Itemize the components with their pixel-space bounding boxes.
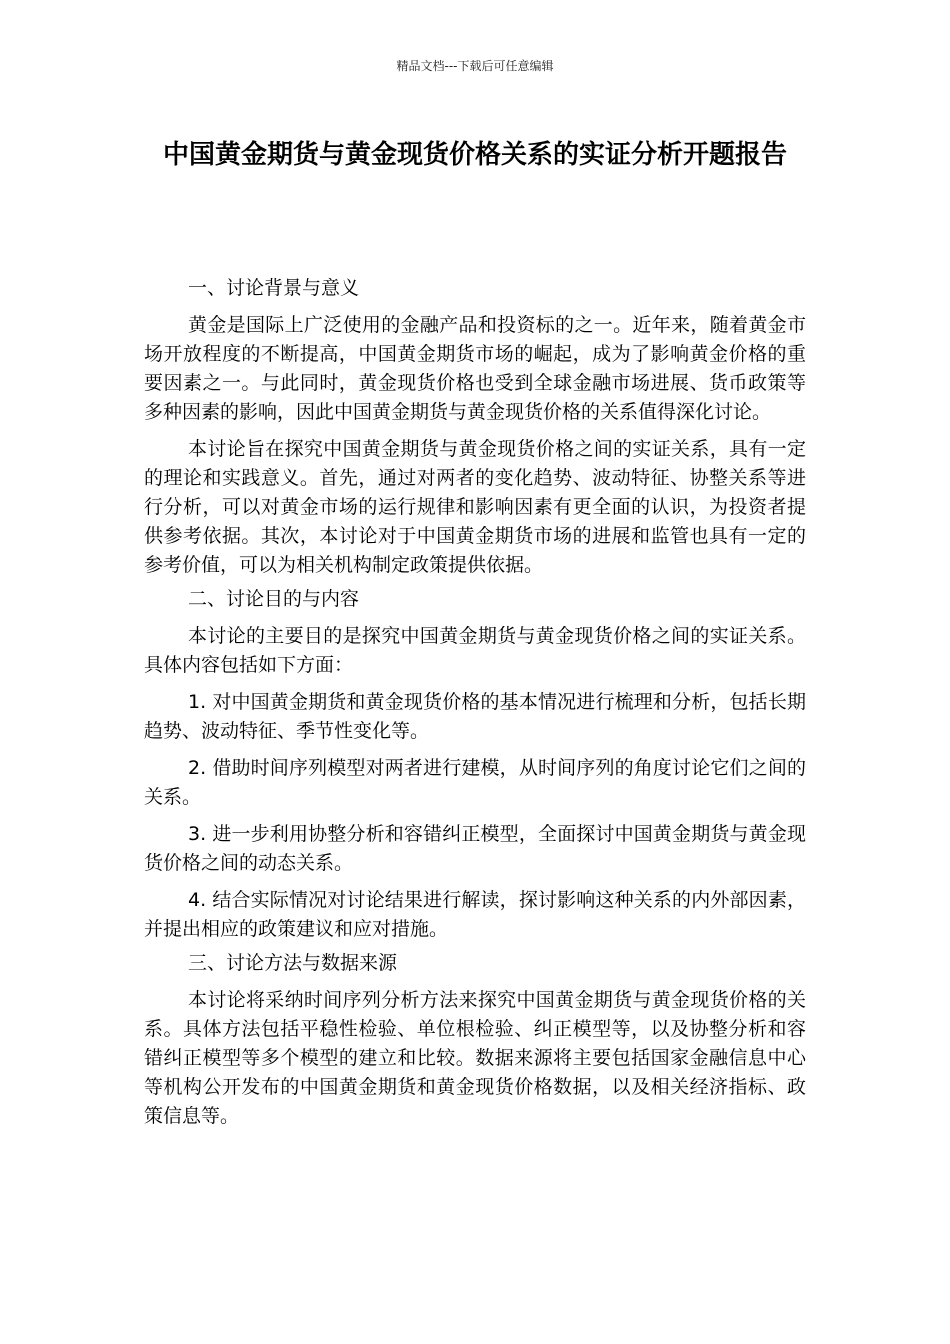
section-2-item-4: 4. 结合实际情况对讨论结果进行解读，探讨影响这种关系的内外部因素，并提出相应的政策建议和应对措施。 bbox=[144, 889, 806, 940]
section-3-paragraph: 本讨论将采纳时间序列分析方法来探究中国黄金期货与黄金现货价格的关系。具体方法包括平稳性检验、单位根检验、纠正模型等，以及协整分析和容错纠正模型等多个模型的建立和比较。数据来源将主要包括国家金融信息中心等机构公开发布的中国黄金期货和黄金现货价格数据，以及相关经济指标、政策信息等。 bbox=[144, 989, 806, 1127]
section-2-heading: 二、讨论目的与内容 bbox=[188, 588, 360, 610]
document-title: 中国黄金期货与黄金现货价格关系的实证分析开题报告 bbox=[162, 140, 787, 170]
section-2-item-2: 2. 借助时间序列模型对两者进行建模，从时间序列的角度讨论它们之间的关系。 bbox=[144, 757, 806, 808]
section-3-heading: 三、讨论方法与数据来源 bbox=[188, 952, 398, 974]
section-1-paragraph-2: 本讨论旨在探究中国黄金期货与黄金现货价格之间的实证关系，具有一定的理论和实践意义。首先，通过对两者的变化趋势、波动特征、协整关系等进行分析，可以对黄金市场的运行规律和影响因素有更全面的认识，为投资者提供参考依据。其次，本讨论对于中国黄金期货市场的进展和监管也具有一定的参考价值，可以为相关机构制定政策提供依据。 bbox=[144, 438, 806, 576]
section-1-heading: 一、讨论背景与意义 bbox=[188, 277, 360, 299]
section-2-item-1: 1. 对中国黄金期货和黄金现货价格的基本情况进行梳理和分析，包括长期趋势、波动特征、季节性变化等。 bbox=[144, 691, 806, 742]
section-2-item-3: 3. 进一步利用协整分析和容错纠正模型，全面探讨中国黄金期货与黄金现货价格之间的动态关系。 bbox=[144, 823, 806, 874]
header-note: 精品文档---下载后可任意编辑 bbox=[396, 59, 554, 73]
section-2-intro: 本讨论的主要目的是探究中国黄金期货与黄金现货价格之间的实证关系。具体内容包括如下方面： bbox=[144, 625, 806, 676]
section-1-paragraph-1: 黄金是国际上广泛使用的金融产品和投资标的之一。近年来，随着黄金市场开放程度的不断提高，中国黄金期货市场的崛起，成为了影响黄金价格的重要因素之一。与此同时，黄金现货价格也受到全球金融市场进展、货币政策等多种因素的影响，因此中国黄金期货与黄金现货价格的关系值得深化讨论。 bbox=[144, 314, 806, 423]
document-body bbox=[144, 269, 806, 1131]
